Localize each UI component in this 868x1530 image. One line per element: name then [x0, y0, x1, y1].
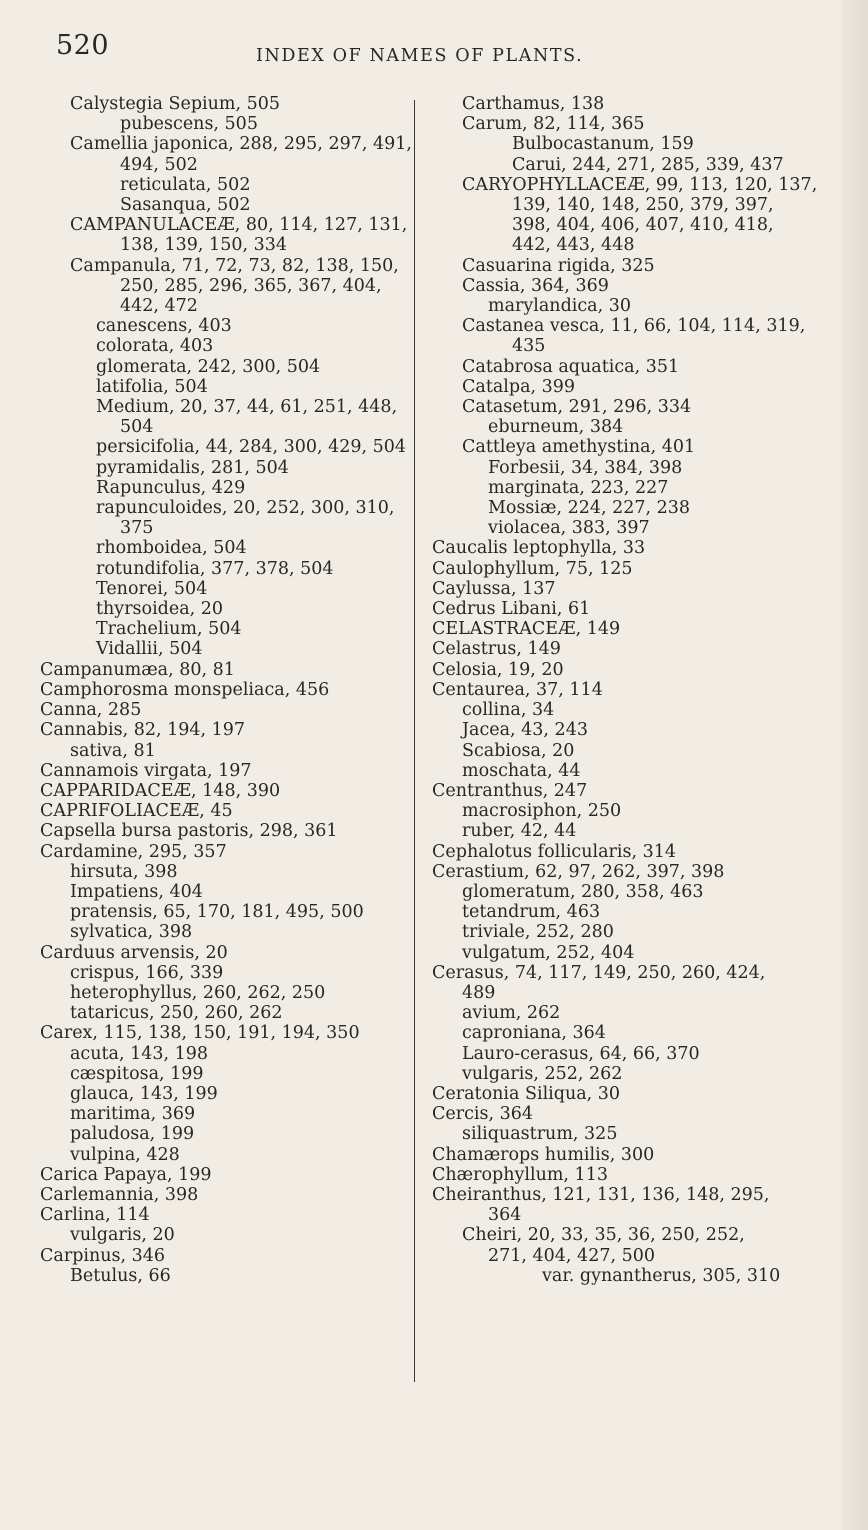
index-entry: 250, 285, 296, 365, 367, 404, [120, 275, 382, 296]
index-entry: triviale, 252, 280 [462, 922, 614, 943]
index-entry: Cardamine, 295, 357 [40, 841, 227, 862]
index-entry: sativa, 81 [70, 740, 156, 761]
index-entry: Cheiri, 20, 33, 35, 36, 250, 252, [462, 1225, 745, 1246]
index-entry: Centaurea, 37, 114 [432, 679, 603, 700]
index-entry: vulpina, 428 [70, 1144, 180, 1165]
index-entry: Cheiranthus, 121, 131, 136, 148, 295, [432, 1184, 770, 1205]
index-entry: latifolia, 504 [96, 376, 208, 397]
adjacent-page-bleed [842, 0, 868, 1530]
index-entry: thyrsoidea, 20 [96, 599, 224, 620]
index-entry: Impatiens, 404 [70, 881, 203, 902]
index-entry: caproniana, 364 [462, 1023, 606, 1044]
index-entry: Sasanqua, 502 [120, 195, 251, 216]
index-entry: 271, 404, 427, 500 [488, 1245, 655, 1266]
column-divider [414, 100, 415, 1382]
index-entry: Campanumæa, 80, 81 [40, 659, 235, 680]
index-entry: Capsella bursa pastoris, 298, 361 [40, 821, 338, 842]
index-entry: pubescens, 505 [120, 114, 258, 135]
index-column-right [432, 94, 842, 1286]
index-entry: heterophyllus, 260, 262, 250 [70, 982, 326, 1003]
index-entry: siliquastrum, 325 [462, 1124, 618, 1145]
index-entry: Campanula, 71, 72, 73, 82, 138, 150, [70, 255, 399, 276]
index-entry: Chærophyllum, 113 [432, 1164, 608, 1185]
index-entry: Castanea vesca, 11, 66, 104, 114, 319, [462, 316, 806, 337]
index-entry: avium, 262 [462, 1003, 561, 1024]
index-entry: Rapunculus, 429 [96, 477, 246, 498]
index-entry: Lauro-cerasus, 64, 66, 370 [462, 1043, 700, 1064]
index-entry: Carum, 82, 114, 365 [462, 114, 645, 135]
index-entry: 364 [488, 1205, 522, 1226]
index-entry: Jacea, 43, 243 [462, 720, 588, 741]
index-entry: glomerata, 242, 300, 504 [96, 356, 321, 377]
index-entry: Chamærops humilis, 300 [432, 1144, 655, 1165]
index-entry: Cattleya amethystina, 401 [462, 437, 696, 458]
index-entry: Casuarina rigida, 325 [462, 255, 655, 276]
index-entry: CARYOPHYLLACEÆ, 99, 113, 120, 137, [462, 174, 818, 195]
index-entry: Caucalis leptophylla, 33 [432, 538, 646, 559]
index-entry: paludosa, 199 [70, 1124, 195, 1145]
index-entry: Catalpa, 399 [462, 376, 576, 397]
index-entry: 139, 140, 148, 250, 379, 397, [512, 195, 774, 216]
index-entry: Carpinus, 346 [40, 1245, 166, 1266]
index-entry: Carex, 115, 138, 150, 191, 194, 350 [40, 1023, 360, 1044]
index-entry: vulgaris, 252, 262 [462, 1063, 623, 1084]
index-entry: 489 [462, 982, 496, 1003]
index-entry: Cercis, 364 [432, 1104, 534, 1125]
index-entry: moschata, 44 [462, 760, 581, 781]
index-entry: Calystegia Sepium, 505 [70, 94, 281, 114]
index-entry: CAPRIFOLIACEÆ, 45 [40, 801, 233, 822]
index-entry: canescens, 403 [96, 316, 232, 337]
index-entry: Cephalotus follicularis, 314 [432, 841, 677, 862]
index-entry: Vidallii, 504 [96, 639, 203, 660]
index-entry: var. gynantherus, 305, 310 [542, 1265, 781, 1286]
index-entry: vulgaris, 20 [70, 1225, 175, 1246]
index-entry: Bulbocastanum, 159 [512, 134, 694, 155]
index-entry: marylandica, 30 [488, 296, 632, 317]
index-entry: violacea, 383, 397 [488, 518, 650, 539]
index-entry: persicifolia, 44, 284, 300, 429, 504 [96, 437, 407, 458]
index-entry: Medium, 20, 37, 44, 61, 251, 448, [96, 397, 398, 418]
index-entry: collina, 34 [462, 700, 555, 721]
index-entry: cæspitosa, 199 [70, 1063, 204, 1084]
index-entry: 442, 443, 448 [512, 235, 635, 256]
index-entry: Carica Papaya, 199 [40, 1164, 212, 1185]
index-entry: Camellia japonica, 288, 295, 297, 491, [70, 134, 412, 155]
index-entry: tetandrum, 463 [462, 902, 601, 923]
index-entry: Carthamus, 138 [462, 94, 605, 114]
index-entry: pratensis, 65, 170, 181, 495, 500 [70, 902, 364, 923]
index-entry: Celastrus, 149 [432, 639, 561, 660]
index-entry: 504 [120, 417, 154, 438]
index-entry: marginata, 223, 227 [488, 477, 669, 498]
index-entry: CELASTRACEÆ, 149 [432, 619, 621, 640]
index-entry: reticulata, 502 [120, 174, 251, 195]
index-entry: pyramidalis, 281, 504 [96, 457, 289, 478]
index-entry: 398, 404, 406, 407, 410, 418, [512, 215, 774, 236]
index-entry: Catasetum, 291, 296, 334 [462, 397, 692, 418]
index-entry: CAMPANULACEÆ, 80, 114, 127, 131, [70, 215, 408, 236]
index-entry: Cedrus Libani, 61 [432, 599, 591, 620]
index-entry: Mossiæ, 224, 227, 238 [488, 498, 691, 519]
index-entry: Canna, 285 [40, 700, 142, 721]
index-entry: colorata, 403 [96, 336, 214, 357]
index-entry: Forbesii, 34, 384, 398 [488, 457, 683, 478]
index-entry: Carlina, 114 [40, 1205, 150, 1226]
index-entry: Ceratonia Siliqua, 30 [432, 1083, 621, 1104]
index-entry: hirsuta, 398 [70, 861, 178, 882]
index-entry: sylvatica, 398 [70, 922, 193, 943]
index-entry: 442, 472 [120, 296, 198, 317]
index-entry: 494, 502 [120, 154, 198, 175]
index-entry: Trachelium, 504 [96, 619, 242, 640]
index-entry: Centranthus, 247 [432, 780, 588, 801]
index-column-left [40, 94, 412, 1286]
index-entry: Carui, 244, 271, 285, 339, 437 [512, 154, 784, 175]
running-title: INDEX OF NAMES OF PLANTS. [256, 46, 584, 66]
index-entry: Cannabis, 82, 194, 197 [40, 720, 246, 741]
index-entry: Scabiosa, 20 [462, 740, 575, 761]
index-entry: Cassia, 364, 369 [462, 275, 609, 296]
index-entry: 138, 139, 150, 334 [120, 235, 287, 256]
index-entry: Camphorosma monspeliaca, 456 [40, 679, 330, 700]
index-entry: Carlemannia, 398 [40, 1184, 199, 1205]
page-number: 520 [56, 30, 110, 61]
index-entry: ruber, 42, 44 [462, 821, 577, 842]
index-entry: Cannamois virgata, 197 [40, 760, 252, 781]
index-entry: acuta, 143, 198 [70, 1043, 209, 1064]
index-entry: Cerastium, 62, 97, 262, 397, 398 [432, 861, 725, 882]
index-entry: eburneum, 384 [488, 417, 624, 438]
index-entry: rapunculoides, 20, 252, 300, 310, [96, 498, 395, 519]
index-entry: vulgatum, 252, 404 [462, 942, 635, 963]
index-entry: Caulophyllum, 75, 125 [432, 558, 633, 579]
index-entry: macrosiphon, 250 [462, 801, 622, 822]
index-entry: Betulus, 66 [70, 1265, 171, 1286]
index-entry: 375 [120, 518, 154, 539]
index-entry: Tenorei, 504 [96, 578, 208, 599]
index-entry: maritima, 369 [70, 1104, 196, 1125]
index-entry: Carduus arvensis, 20 [40, 942, 228, 963]
index-entry: tataricus, 250, 260, 262 [70, 1003, 283, 1024]
index-entry: Caylussa, 137 [432, 578, 556, 599]
index-entry: glauca, 143, 199 [70, 1083, 218, 1104]
index-entry: glomeratum, 280, 358, 463 [462, 881, 704, 902]
index-entry: Catabrosa aquatica, 351 [462, 356, 680, 377]
index-entry: Cerasus, 74, 117, 149, 250, 260, 424, [432, 962, 766, 983]
index-entry: crispus, 166, 339 [70, 962, 224, 983]
index-entry: 435 [512, 336, 546, 357]
index-entry: Celosia, 19, 20 [432, 659, 564, 680]
index-entry: CAPPARIDACEÆ, 148, 390 [40, 780, 281, 801]
index-entry: rotundifolia, 377, 378, 504 [96, 558, 334, 579]
index-entry: rhomboidea, 504 [96, 538, 247, 559]
